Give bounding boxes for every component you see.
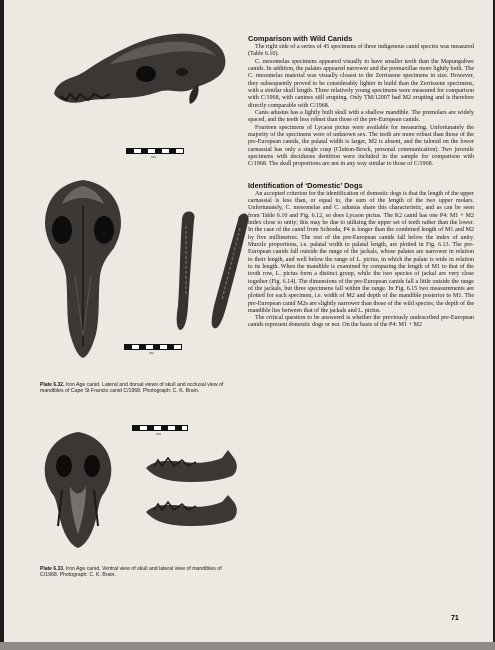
scale-bar: [132, 425, 188, 431]
text-column: [248, 34, 474, 330]
mandible-lateral-upper-photo: [144, 448, 240, 488]
caption-text: Iron Age canid. Ventral view of skull and lateral view of mandibles of C/1968. Photograph: C. K. Brain.: [40, 566, 222, 579]
plate-6-33-caption: [40, 566, 230, 579]
scale-bar: [124, 344, 182, 350]
caption-label: Plate 6.32.: [40, 382, 65, 388]
skull-lateral-photo: [50, 28, 230, 108]
book-page: [4, 0, 493, 642]
mandibles-occlusal-photo: [172, 206, 254, 336]
paragraph: Fourteen specimens of Lycaon pictus were available for measuring. Unfortunately the majority of the specimens were of unknown sex. The teeth are more robust than those of the pre-European canids, the palatal width is larger, M2 is absent, and the talonid on the lower carnassial has only a single cusp (Clutton-Brock, personal communication). Two juvenile specimens with deciduous dentition were included in the sample for comparison with C/1968. The skull proportions are not in any way similar to those of C/1968.: [248, 124, 474, 168]
page-edge: [0, 642, 495, 650]
scale-bar: [126, 148, 184, 154]
skull-dorsal-photo: [42, 176, 124, 360]
paragraph: C. mesomelas specimens appeared visually to have smaller teeth than the Mapungubwe canids. In addition, the palates appeared narrower and the premaxillae more lightly built. The C. mesomelas material was visually closest to the Zerrissene specimens in size. However, they subsequently proved to be considerably lighter in build than the Zerrissene specimens, with a similar skull length. Three relatively young specimens were measured for comparison with C/1968, with canines still erupting. Only TM/12007 had M2 erupting and is therefore directly comparable with C/1968.: [248, 58, 474, 109]
scale-bar-label: CM: [156, 432, 161, 436]
page-number: 71: [451, 615, 459, 622]
section-heading: Identification of ‘Domestic’ Dogs: [248, 180, 363, 190]
scale-bar-label: CM: [149, 351, 154, 355]
section-heading: Comparison with Wild Canids: [248, 34, 353, 43]
paragraph: Canis adustus has a lightly built skull with a shallow mandible. The premolars are widely spaced, and the teeth less robust than those of the pre-European canids.: [248, 109, 474, 124]
paragraph: The critical question to be answered is whether the previously undescribed pre-European canids represent domestic dogs or not. On the basis of the P4: M1 + M2: [248, 315, 474, 329]
caption-label: Plate 6.33.: [40, 566, 65, 572]
paragraph: An accepted criterion for the identification of domestic dogs is that the length of the upper carnassial is less than, or equal to, the sum of the length of the two upper molars. Unfortunately, C. mesomelas and C. adustus share this characteristic, and as can be seen from Table 6.10 and Fig. 6.12, so does Lycaon pictus. The K2 canid has one P4: M1 + M2 index close to unity; this may be due to utilising the upper set of teeth rather than the lower. In the case of the canid from Schroda, P4 is longer than the combined length of M1 and M2 by five millimetres. The rest of the pre-European canids fall below the index of unity. Muzzle proportions, i.e. palatal width to palatal length, are plotted in Fig. 6.13. The pre-European canids fall outside the range of the jackals, whose palates are narrower in relation to their length, and well below the range of L. pictus, in which the palate is wide in relation to its length. When the mandible is examined by comparing the length of M1 to that of the tooth row, L. pictus form a distinct group, while the two species of jackal are very close together (Fig. 6.14). The dimensions of the pre-European canids fall a little outside the range of the jackals, but three specimens fall within the range. In Fig. 6.15 two measurements are plotted for each specimen, i.e. width of M2 and depth of the mandible posterior to M1. The pre-European canid M2s are slightly narrower than those of the wild species; the depth of the mandible lies between that of the jackals and L. pictus.: [248, 190, 474, 314]
skull-ventral-photo: [42, 430, 114, 550]
mandible-lateral-lower-photo: [144, 494, 240, 534]
plate-6-32-caption: [40, 382, 230, 395]
scale-bar-label: CM: [151, 155, 156, 159]
caption-text: Iron Age canid. Lateral and dorsal views of skull and occlusal view of mandibles of Cape St Francis canid C/1968. Photograph: C. K. Brain.: [40, 382, 224, 395]
paragraph: The right side of a series of 45 specimens of three indigenous canid species was measured (Table 6.10).: [248, 44, 474, 58]
